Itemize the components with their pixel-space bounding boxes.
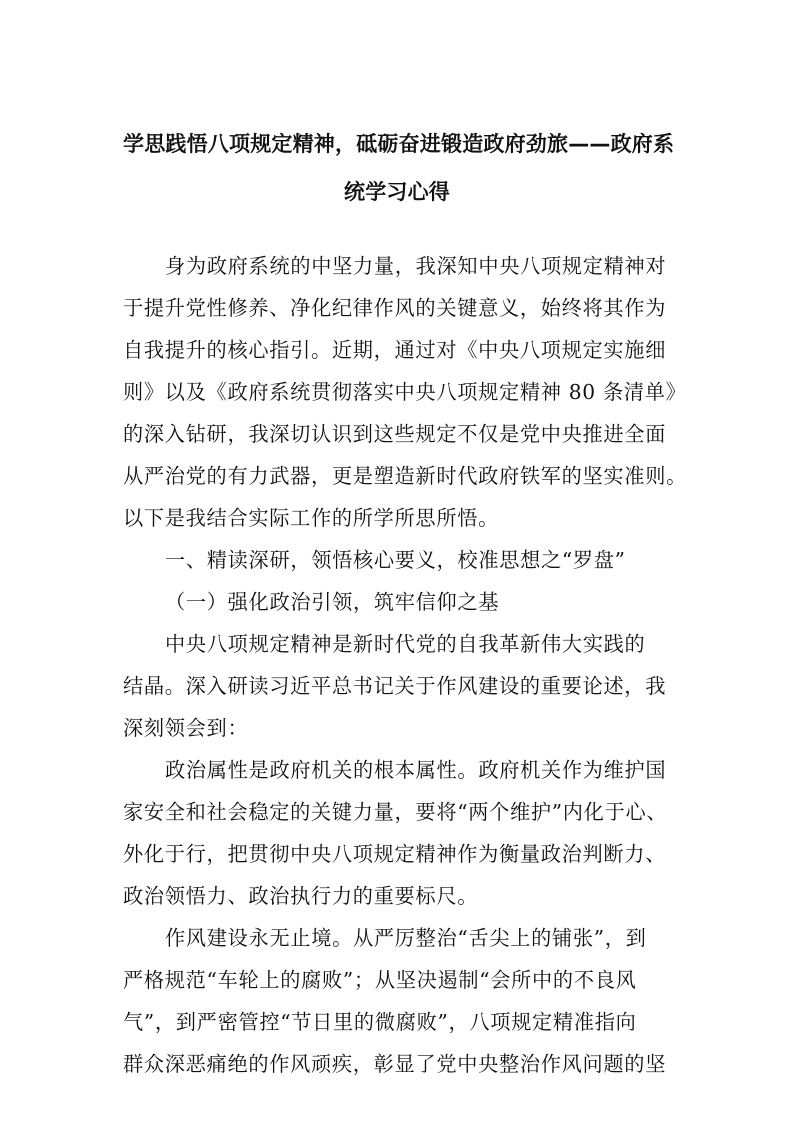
- paragraph-line: 外化于行，把贯彻中央八项规定精神作为衡量政治判断力、: [123, 842, 667, 866]
- paragraph-line: 严格规范“车轮上的腐败”；从坚决遏制“会所中的不良风: [123, 968, 637, 992]
- paragraph-line: 自我提升的核心指引。近期，通过对《中央八项规定实施细: [123, 338, 667, 362]
- paragraph-line: 政治领悟力、政治执行力的重要标尺。: [123, 884, 479, 908]
- section-heading: 一、精读深研，领悟核心要义，校准思想之“罗盘”: [165, 548, 626, 572]
- paragraph-line: 结晶。深入研读习近平总书记关于作风建设的重要论述，我: [123, 674, 667, 698]
- paragraph-line: 以下是我结合实际工作的所学所思所悟。: [123, 506, 499, 530]
- document-title-line-1: 学思践悟八项规定精神，砥砺奋进锻造政府劲旅——政府系: [123, 132, 675, 156]
- paragraph-line: 深刻领会到：: [123, 716, 249, 740]
- paragraph-line: 于提升党性修养、净化纪律作风的关键意义，始终将其作为: [123, 296, 667, 320]
- paragraph-line: 群众深恶痛绝的作风顽疾，彰显了党中央整治作风问题的坚: [123, 1052, 667, 1076]
- subsection-heading: （一）强化政治引领，筑牢信仰之基: [165, 590, 500, 614]
- document-title-line-2: 统学习心得: [344, 180, 450, 204]
- paragraph-line: 身为政府系统的中坚力量，我深知中央八项规定精神对: [165, 254, 667, 278]
- paragraph-line: 从严治党的有力武器，更是塑造新时代政府铁军的坚实准则。: [123, 464, 687, 488]
- paragraph-line: 作风建设永无止境。从严厉整治“舌尖上的铺张”，到: [165, 926, 647, 950]
- paragraph-line: 气”，到严密管控“节日里的微腐败”，八项规定精准指向: [123, 1010, 637, 1034]
- paragraph-line: 家安全和社会稳定的关键力量，要将“两个维护”内化于心、: [123, 800, 668, 824]
- paragraph-line: 中央八项规定精神是新时代党的自我革新伟大实践的: [165, 632, 646, 656]
- paragraph-line: 政治属性是政府机关的根本属性。政府机关作为维护国: [165, 758, 667, 782]
- paragraph-line: 的深入钻研，我深切认识到这些规定不仅是党中央推进全面: [123, 422, 667, 446]
- paragraph-line: 则》以及《政府系统贯彻落实中央八项规定精神 80 条清单》: [123, 380, 687, 404]
